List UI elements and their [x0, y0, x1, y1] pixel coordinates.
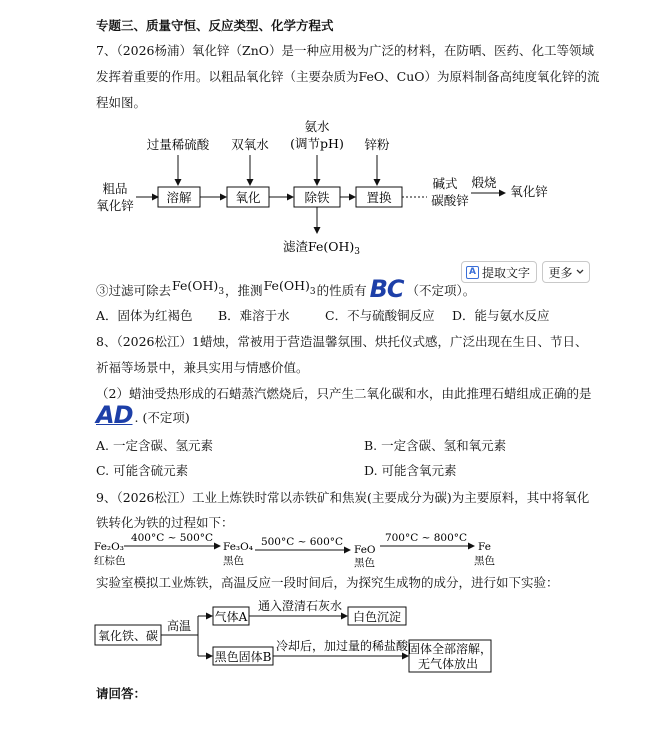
flow-final: 氧化锌	[510, 184, 548, 199]
flow-product-top: 碱式	[432, 176, 458, 191]
chain-species-1: Fe₂O₃	[94, 541, 124, 553]
flow-step-1: 溶解	[166, 190, 192, 205]
exp-solid-result-2: 无气体放出	[417, 657, 479, 671]
chain-color-1: 红棕色	[94, 555, 126, 567]
q7-sub3-formula-2: $Fe(OH)_3$	[263, 278, 316, 297]
q7-option-a: A．固体为红褐色	[96, 308, 193, 323]
q7-line-3: 程如图。	[96, 95, 147, 110]
q8-option-d: D. 可能含氧元素	[364, 463, 457, 478]
flow-start-top: 粗品	[102, 181, 128, 196]
q7-flow-diagram	[90, 115, 560, 265]
q7-sub3-prefix: ③过滤可除去	[96, 283, 172, 298]
q8-line-2: 祈福等场景中，兼具实用与情感价值。	[96, 360, 309, 375]
flow-step-3: 除铁	[304, 190, 330, 205]
q7-sub3	[96, 275, 476, 303]
q7-line-2: 发挥着重要的作用。以粗品氧化锌（主要杂质为FeO、CuO）为原料制备高纯度氧化锌的流	[96, 69, 600, 84]
chain-color-4: 黑色	[474, 555, 495, 567]
q9-line-3: 实验室模拟工业炼铁，高温反应一段时间后，为探究生成物的成分，进行如下实验：	[96, 575, 559, 590]
flow-reagent-1: 过量稀硫酸	[146, 137, 210, 152]
chevron-down-icon	[576, 269, 584, 275]
flow-reagent-2: 双氧水	[231, 137, 269, 152]
q9-experiment-diagram	[92, 597, 502, 677]
exp-solid-step: 冷却后，加过量的稀盐酸	[275, 639, 409, 653]
q8-answer-line	[96, 401, 190, 429]
chain-species-4: Fe	[478, 541, 491, 553]
section-title: 专题三、质量守恒、反应类型、化学方程式	[96, 18, 334, 33]
q8-sub2: （2）蜡油受热形成的石蜡蒸汽燃烧后，只产生二氧化碳和水，由此推理石蜡组成正确的是	[96, 386, 592, 401]
exp-solid-result-1: 固体全部溶解，	[407, 642, 493, 656]
chain-color-3: 黑色	[354, 557, 375, 569]
q8-line-1: 8、（2026松江）1蜡烛，常被用于营造温馨氛围、烘托仪式感，广泛出现在生日、节日、	[96, 334, 588, 349]
q7-line-1: 7、（2026杨浦）氧化锌（ZnO）是一种应用极为广泛的材料，在防晒、医药、化工等领域	[96, 43, 594, 58]
flow-start-bottom: 氧化锌	[96, 198, 134, 213]
flow-reagent-4: 锌粉	[364, 137, 390, 152]
q7-sub3-suffix: （不定项）。	[406, 283, 476, 298]
flow-reagent-3-bottom: (调节pH)	[290, 136, 344, 151]
q7-sub3-mid: ，推测	[225, 283, 263, 298]
exp-start: 氧化铁、碳	[97, 629, 159, 643]
exp-gas-result: 白色沉淀	[352, 610, 402, 624]
q9-line-1: 9、（2026松江）工业上炼铁时常以赤铁矿和焦炭(主要成分为碳)为主要原料，其中将氧化	[96, 490, 590, 505]
exp-gas: 气体A	[214, 610, 248, 624]
flow-calcine-label: 煅烧	[471, 175, 497, 190]
flow-step-2: 氧化	[235, 190, 261, 205]
exp-solid: 黑色固体B	[214, 650, 272, 664]
extract-text-label: 提取文字	[482, 265, 531, 280]
more-button[interactable]	[542, 261, 590, 283]
flow-step-4: 置换	[366, 190, 392, 205]
q8-handwritten-answer: AD	[96, 401, 133, 429]
q7-sub3-formula-1: $Fe(OH)_3$	[172, 278, 225, 297]
exp-condition: 高温	[166, 619, 192, 633]
chain-cond-2: 500°C ~ 600°C	[260, 536, 344, 548]
q8-answer-suffix: . (不定项)	[134, 410, 190, 425]
flow-product-bottom: 碳酸锌	[431, 193, 469, 208]
q7-option-d: D．能与氨水反应	[452, 308, 550, 323]
q8-option-b: B. 一定含碳、氢和氧元素	[364, 438, 507, 453]
q8-option-a: A. 一定含碳、氢元素	[96, 438, 213, 453]
q7-option-c: C．不与硫酸铜反应	[325, 308, 435, 323]
flow-residue: 滤渣$Fe(OH)_3$	[283, 239, 361, 257]
q7-sub3-handwritten-answer: BC	[369, 275, 404, 303]
q9-line-2: 铁转化为铁的过程如下：	[96, 515, 234, 530]
more-label: 更多	[548, 265, 573, 280]
chain-cond-3: 700°C ~ 800°C	[384, 532, 468, 544]
q7-option-b: B．难溶于水	[218, 308, 290, 323]
chain-species-3: FeO	[354, 544, 376, 556]
q9-reduction-chain	[92, 528, 502, 572]
exp-gas-step: 通入澄清石灰水	[257, 599, 343, 613]
q7-sub3-mid2: 的性质有	[316, 283, 367, 298]
chain-color-2: 黑色	[223, 555, 244, 567]
chain-cond-1: 400°C ~ 500°C	[130, 532, 214, 544]
q9-ask: 请回答：	[96, 686, 147, 701]
text-extract-icon: A	[466, 266, 479, 279]
flow-reagent-3-top: 氨水	[304, 119, 330, 134]
q8-option-c: C. 可能含硫元素	[96, 463, 189, 478]
chain-species-2: Fe₃O₄	[223, 541, 253, 553]
